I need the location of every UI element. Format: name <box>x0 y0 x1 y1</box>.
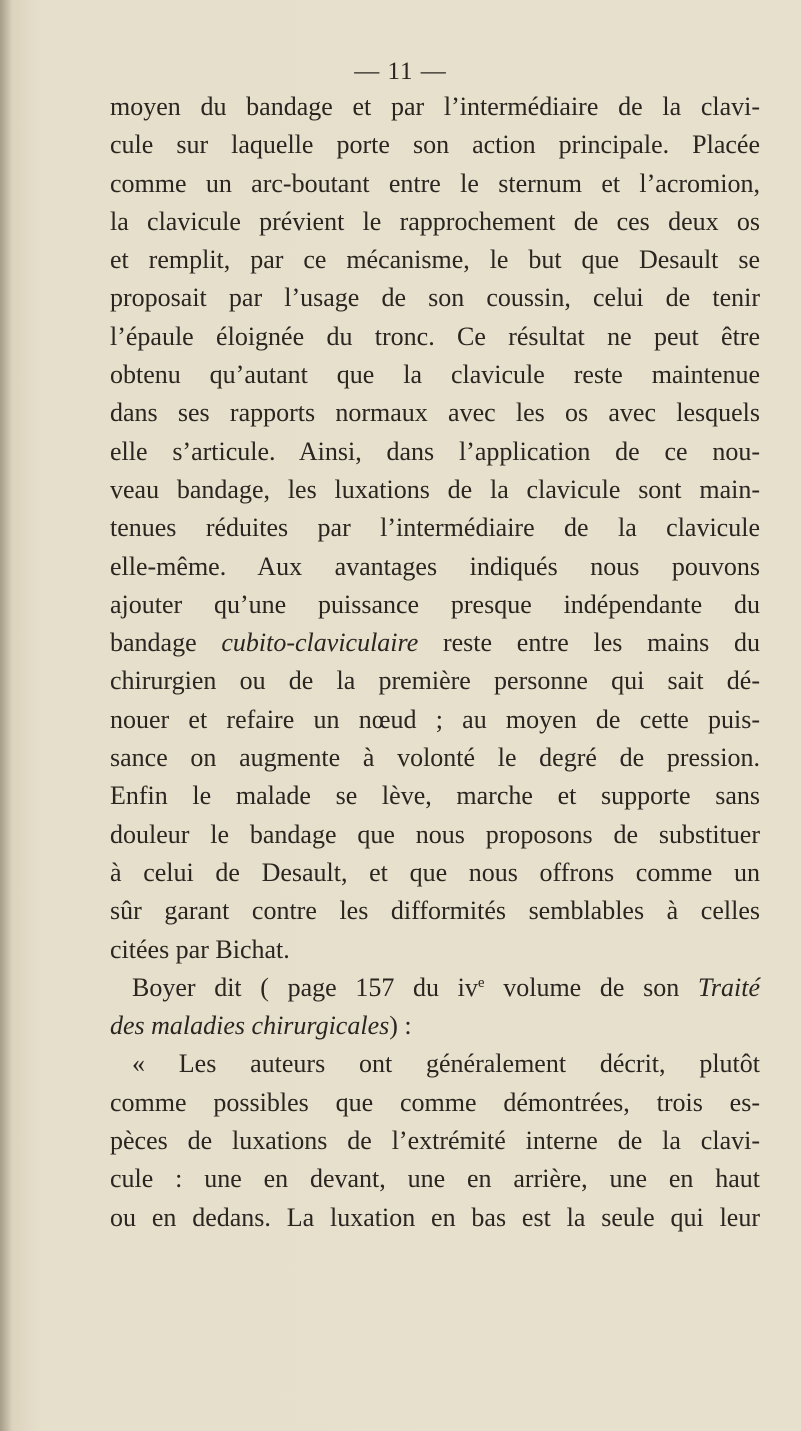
text-line: moyen du bandage et par l’intermédiaire de la clavi- <box>110 92 760 121</box>
text-line: et remplit, par ce mécanisme, le but que Desault se <box>110 245 760 275</box>
text-line: douleur le bandage que nous proposons de substituer <box>110 819 760 849</box>
text-line <box>110 624 760 662</box>
italic-title: des maladies chirurgicales <box>110 1011 390 1041</box>
quote-line: pèces de luxations de l’extrémité interne de la clavi- <box>110 1126 760 1156</box>
text-line: elle s’articule. Ainsi, dans l’application de ce nou- <box>110 436 760 466</box>
text-line: sûr garant contre les difformités semblables à celles <box>110 896 760 926</box>
text-line: tenues réduites par l’intermédiaire de la clavicule <box>110 513 760 543</box>
text-line: la clavicule prévient le rapprochement de ces deux os <box>110 206 760 236</box>
text-line: nouer et refaire un nœud ; au moyen de cette puis- <box>110 704 760 734</box>
text-run: ) : <box>389 1011 412 1041</box>
text-line: obtenu qu’autant que la clavicule reste maintenue <box>110 360 760 390</box>
text-line: cule sur laquelle porte son action principale. Placée <box>110 130 760 160</box>
text-run: volume de son <box>484 972 698 1002</box>
text-line: l’épaule éloignée du tronc. Ce résultat ne peut être <box>110 321 760 351</box>
page-gutter-shadow <box>0 0 12 1431</box>
text-line: sance on augmente à volonté le degré de pression. <box>110 743 760 773</box>
text-line <box>110 1007 760 1045</box>
text-line: Enfin le malade se lève, marche et supporte sans <box>110 781 760 811</box>
text-line: à celui de Desault, et que nous offrons comme un <box>110 857 760 887</box>
quote-line: « Les auteurs ont généralement décrit, plutôt <box>132 1049 760 1079</box>
text-line: elle-même. Aux avantages indiqués nous pouvons <box>110 551 760 581</box>
text-line: veau bandage, les luxations de la clavicule sont main- <box>110 474 760 504</box>
italic-title: Traité <box>697 972 760 1002</box>
quote-line: comme possibles que comme démontrées, trois es- <box>110 1087 760 1117</box>
text-line <box>110 969 760 1007</box>
superscript: e <box>477 974 485 991</box>
text-line: citées par Bichat. <box>110 934 290 964</box>
body-text <box>110 88 760 1237</box>
text-run: Boyer dit ( page 157 du iv <box>132 972 478 1002</box>
text-run: bandage <box>110 628 222 658</box>
italic-term: cubito-claviculaire <box>221 628 419 658</box>
text-run: reste entre les mains du <box>418 628 761 658</box>
quote-line: cule : une en devant, une en arrière, une en haut <box>110 1164 760 1194</box>
text-line: dans ses rapports normaux avec les os avec lesquels <box>110 398 760 428</box>
text-line: ajouter qu’une puissance presque indépendante du <box>110 589 760 619</box>
text-line: comme un arc-boutant entre le sternum et l’acromion, <box>110 168 760 198</box>
text-line: chirurgien ou de la première personne qui sait dé- <box>110 666 760 696</box>
text-line: proposait par l’usage de son coussin, celui de tenir <box>110 283 760 313</box>
quote-line: ou en dedans. La luxation en bas est la seule qui leur <box>110 1202 760 1232</box>
page-number: — 11 — <box>354 58 447 85</box>
